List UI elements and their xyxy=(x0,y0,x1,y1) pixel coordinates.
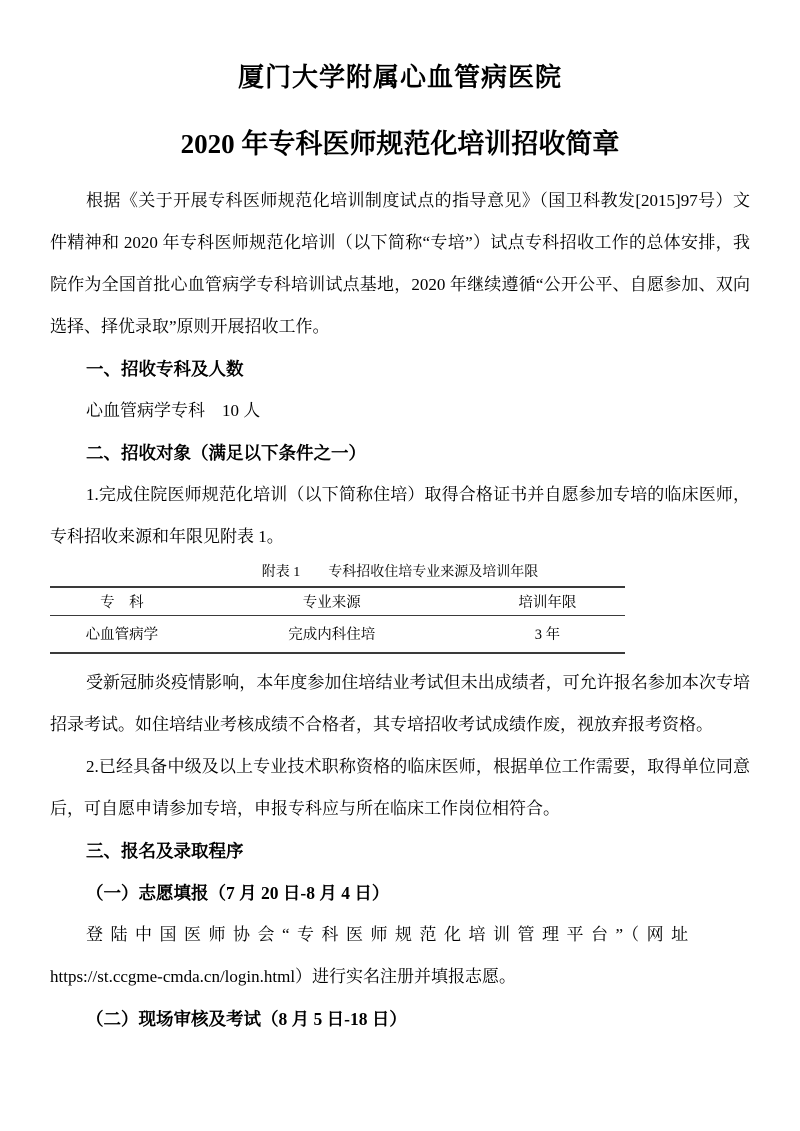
step-2-heading: （二）现场审核及考试（8 月 5 日-18 日） xyxy=(86,1009,407,1029)
section-3-heading: 三、报名及录取程序 xyxy=(86,841,244,861)
table-caption: 附表 1 专科招收住培专业来源及培训年限 xyxy=(261,565,539,580)
cell-specialty: 心血管病学 xyxy=(85,627,159,644)
admission-source-table xyxy=(50,586,625,654)
document-subtitle: 2020 年专科医师规范化培训招收简章 xyxy=(180,129,620,159)
cell-duration: 3 年 xyxy=(534,627,561,644)
condition-1-paragraph: 1.完成住院医师规范化培训（以下简称住培）取得合格证书并自愿参加专培的临床医师，专科招收来源和年限见附表 1。 xyxy=(50,485,750,546)
cell-source: 完成内科住培 xyxy=(288,627,376,644)
table-header-row xyxy=(50,587,625,615)
condition-2-paragraph: 2.已经具备中级及以上专业技术职称资格的临床医师，根据单位工作需要，取得单位同意后，可自愿申请参加专培，申报专科应与所在临床工作岗位相符合。 xyxy=(50,757,750,818)
quota-line: 心血管病学专科 10 人 xyxy=(86,401,261,420)
intro-paragraph: 根据《关于开展专科医师规范化培训制度试点的指导意见》（国卫科教发[2015]97号）文件精神和 2020 年专科医师规范化培训（以下简称“专培”）试点专科招收工作的总体安排，我院作为全国首批心血管病学专科培训试点基地，2020 年继续遵循“公开公平、自愿参加、双向选择、择优录取”原则开展招收工作。 xyxy=(50,191,750,336)
document-title: 厦门大学附属心血管病医院 xyxy=(237,63,562,92)
section-1-heading: 一、招收专科及人数 xyxy=(86,359,244,379)
registration-line-1: 登陆中国医师协会“专科医师规范化培训管理平台”（网址 xyxy=(86,925,696,944)
registration-line-2: https://st.ccgme-cmda.cn/login.html）进行实名注册并填报志愿。 xyxy=(50,967,517,986)
column-header-duration: 培训年限 xyxy=(518,594,577,611)
column-header-specialty: 专 科 xyxy=(100,594,144,611)
column-header-source: 专业来源 xyxy=(302,594,361,611)
table-row xyxy=(50,615,625,653)
section-2-heading: 二、招收对象（满足以下条件之一） xyxy=(86,443,366,463)
covid-note-paragraph: 受新冠肺炎疫情影响，本年度参加住培结业考试但未出成绩者，可允许报名参加本次专培招录考试。如住培结业考核成绩不合格者，其专培招收考试成绩作废，视放弃报考资格。 xyxy=(50,673,750,734)
step-1-heading: （一）志愿填报（7 月 20 日-8 月 4 日） xyxy=(86,883,390,903)
